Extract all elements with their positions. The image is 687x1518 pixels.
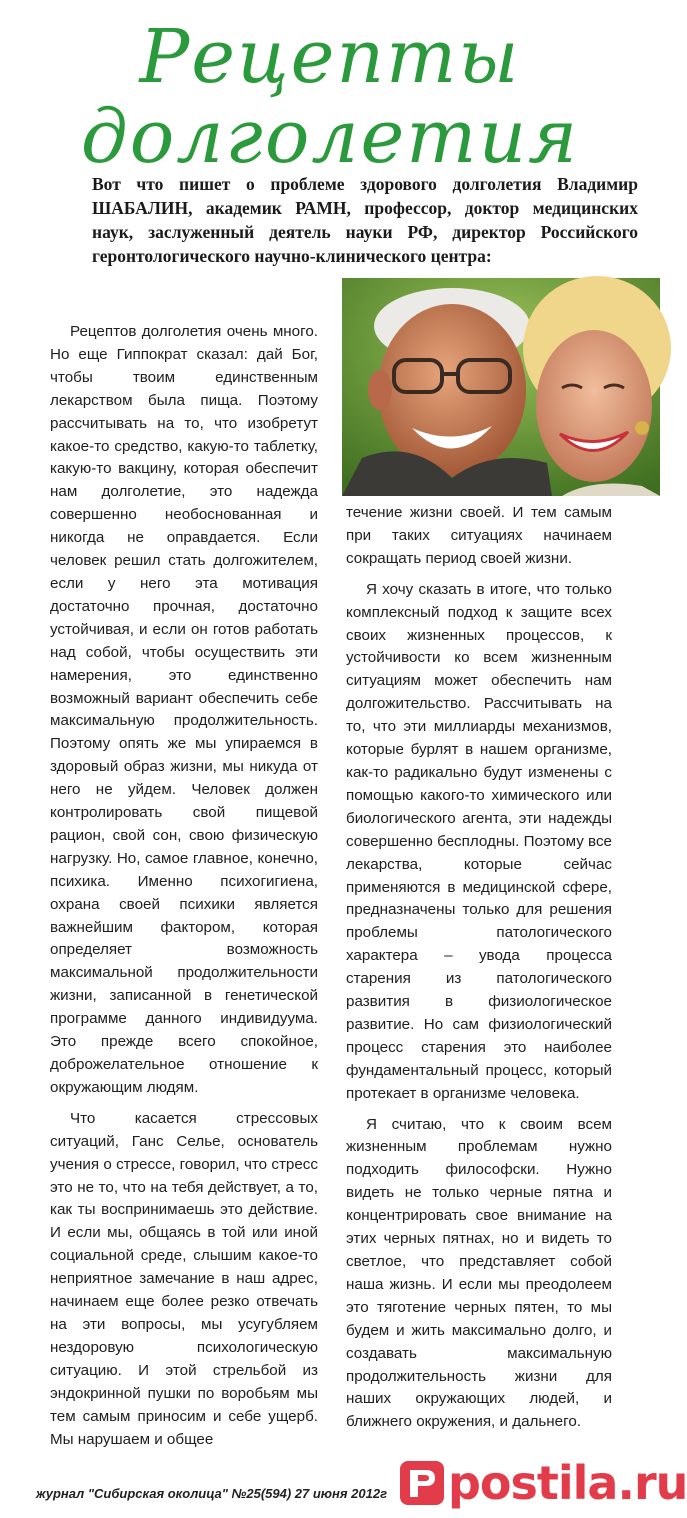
- article-paragraph: Я хочу сказать в итоге, что только комплексный подход к защите всех своих жизненных процессов, к устойчивости ко всем жизненным ситуациям может обеспечить нам долгожительство. Рассчитывать на то, что эти миллиарды механизмов, которые бурлят в нашем организме, как-то радикально будут изменены с помощью какого-то химического или биологического агента, эти надежды совершенно бесплодны. Поэтому все лекарства, которые сейчас применяются в медицинской сфере, предназначены только для решения проблемы патологического характера – увода процесса старения из патологического развития в физиологическое развитие. Но сам физиологический процесс старения это наиболее фундаментальный процесс, который протекает в организме человека.: [346, 580, 612, 1102]
- postila-watermark: [400, 1452, 687, 1514]
- lead-paragraph: Вот что пишет о проблеме здорового долголетия Владимир ШАБАЛИН, академик РАМН, профессор, доктор медицинских наук, заслуженный деятель науки РФ, директор Российского геронтологического научно-клинического центра:: [92, 174, 638, 266]
- watermark-text: postila.ru: [448, 1456, 687, 1510]
- elderly-couple-photo: [342, 278, 660, 496]
- article-paragraph: Я считаю, что к своим всем жизненным проблемам нужно подходить философски. Нужно видеть не только черные пятна и концентрировать свое внимание на этих черных пятнах, но и видеть то светлое, что представляет собой наша жизнь. И если мы преодолеем это тяготение черных пятен, то мы будем и жить максимально долго, и создавать максимальную продолжительность жизни для наших окружающих людей, и ближнего окружения, и дальнего.: [346, 1115, 612, 1431]
- article-left-column: [50, 321, 318, 1459]
- title-line-2: долголетия: [80, 94, 580, 180]
- photo-illustration: [342, 278, 660, 496]
- article-right-column: [346, 502, 612, 1442]
- postila-logo-icon: [400, 1461, 444, 1505]
- title-line-1: Рецепты: [139, 14, 521, 100]
- article-paragraph: Что касается стрессовых ситуаций, Ганс Селье, основатель учения о стрессе, говорил, что стресс это не то, что на тебя действует, а то, как ты воспринимаешь это действие. И если мы, общаясь в той или иной социальной среде, слышим какое-то неприятное замечание в наш адрес, начинаем еще более резко отвечать на эти вопросы, мы усугубляем нездоровую психологическую ситуацию. И этой стрельбой из эндокринной пушки по воробьям мы тем самым приносим и себе ущерб. Мы нарушаем и общее: [50, 1109, 318, 1448]
- publication-footer: журнал "Сибирская околица" №25(594) 27 июня 2012г: [36, 1486, 388, 1501]
- article-continuation: течение жизни своей. И тем самым при таких ситуациях начинаем сокращать период своей жизни.: [346, 504, 612, 567]
- article-paragraph: Рецептов долголетия очень много. Но еще Гиппократ сказал: дай Бог, чтобы твоим единственным лекарством была пища. Поэтому рассчитывать на то, что изобретут какое-то средство, какую-то таблетку, какую-то вакцину, которая обеспечит нам долголетие, это надежда совершенно необоснованная и никогда не оправдается. Если человек решил стать долгожителем, если у него эта мотивация достаточно прочная, достаточно устойчивая, и если он готов работать над собой, чтобы осуществить эти намерения, это единственно возможный вариант обеспечить себе максимальную продолжительность. Поэтому опять же мы упираемся в здоровый образ жизни, мы никуда от него не уйдем. Человек должен контролировать свой пищевой рацион, свой сон, свою физическую нагрузку. Но, самое главное, конечно, психика. Именно психогигиена, охрана своей психики является важнейшим фактором, которая определяет возможность максимальной продолжительности жизни, записанной в генетической программе данного индивидуума. Это прежде всего спокойное, доброжелательное отношение к окружающим людям.: [50, 323, 318, 1096]
